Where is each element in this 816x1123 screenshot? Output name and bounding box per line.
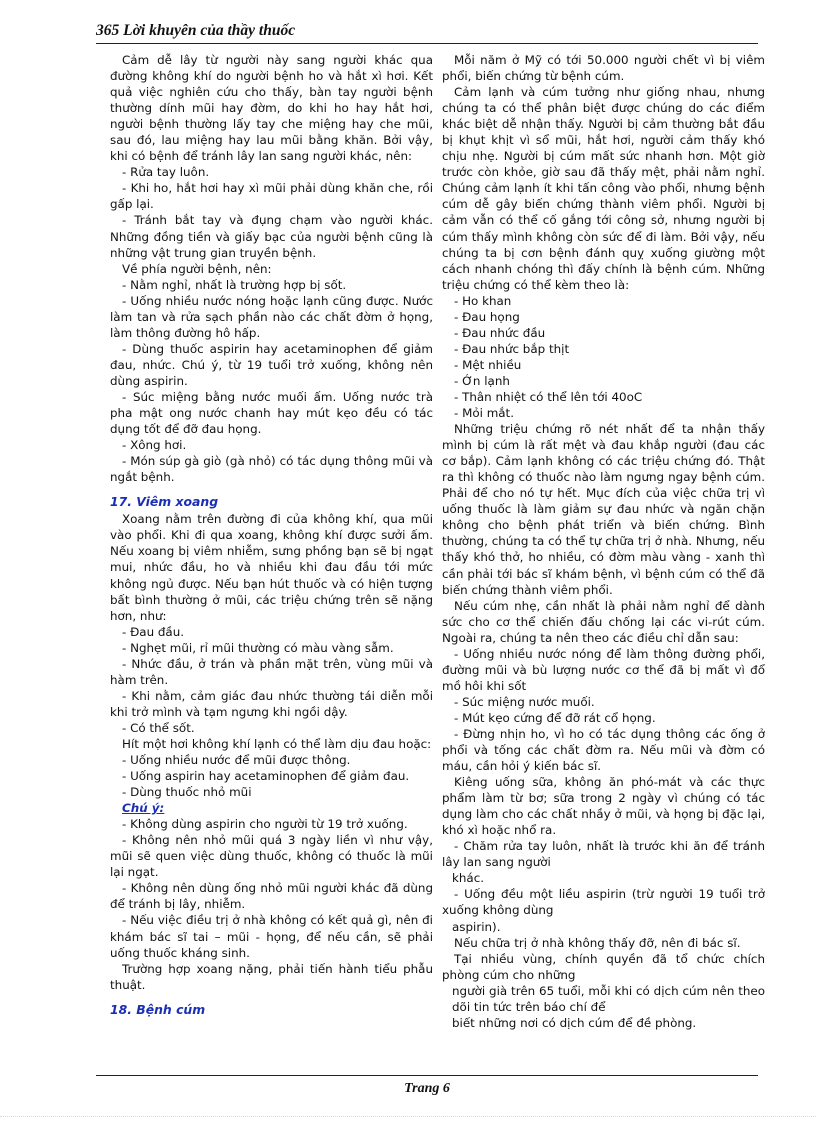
bullet-item: - Uống nhiều nước nóng hoặc lạnh cũng được. Nước làm tan và rửa sạch phần nào các chất đờm ở họng, làm thông đường hô hấp. (110, 293, 433, 340)
right-column (442, 52, 765, 1031)
bullet-item: - Không nên dùng ống nhỏ mũi người khác đã dùng để tránh bị lây, nhiễm. (110, 881, 433, 912)
bullet-item: - Tránh bắt tay và đụng chạm vào người khác. Những đồng tiền và giấy bạc của người bệnh cũng là những vật trung gian truyền bệnh. (110, 213, 433, 260)
bullet-item: - Mỏi mắt. (454, 406, 514, 421)
bullet-item: - Chăm rửa tay luôn, nhất là trước khi ăn để tránh lây lan sang người (442, 839, 765, 870)
bullet-item: - Đau nhức đầu (454, 325, 546, 340)
bullet-item: - Ho khan (454, 293, 512, 308)
bullet-item: - Mút kẹo cứng để đỡ rát cổ họng. (454, 710, 656, 725)
bullet-item: - Nằm nghỉ, nhất là trường hợp bị sốt. (122, 277, 347, 292)
bullet-item: - Dùng thuốc nhỏ mũi (122, 785, 252, 800)
paragraph: Kiêng uống sữa, không ăn phó-mát và các thực phẩm làm từ bơ; sữa trong 2 ngày vì chúng có tác dụng làm cho các chất nhầy ở mũi, và họng bị đặc lại, khó xì hoặc nhổ ra. (442, 775, 765, 838)
paragraph: Tại nhiều vùng, chính quyền đã tổ chức chích phòng cúm cho những (442, 951, 765, 982)
bullet-item: - Xông hơi. (122, 438, 187, 453)
document-title: 365 Lời khuyên của thầy thuốc (96, 22, 296, 39)
page-edge (0, 1116, 816, 1117)
paragraph: Nếu cúm nhẹ, cần nhất là phải nằm nghỉ để dành sức cho cơ thể chiến đấu chống lại các vi-rút cúm. Ngoài ra, chúng ta nên theo các điều chỉ dẫn sau: (442, 598, 765, 645)
page-header (96, 22, 758, 44)
bullet-item: - Nhức đầu, ở trán và phần mặt trên, vùng mũi và hàm trên. (110, 656, 433, 687)
bullet-item: - Ớn lạnh (454, 373, 510, 388)
bullet-item: - Uống nhiều nước nóng để làm thông đường phổi, đường mũi và bù lượng nước cơ thể đã bị mất vì đổ mồ hôi khi sốt (442, 646, 765, 693)
bullet-item: - Dùng thuốc aspirin hay acetaminophen để giảm đau, nhức. Chú ý, từ 19 tuổi trở xuống, không nên dùng aspirin. (110, 341, 433, 388)
paragraph: Hít một hơi không khí lạnh có thể làm dịu đau hoặc: (122, 736, 432, 751)
bullet-item: - Đau họng (454, 309, 520, 324)
bullet-item: - Uống nhiều nước để mũi được thông. (122, 753, 351, 768)
bullet-item: - Thân nhiệt có thể lên tới 40oC (454, 389, 643, 404)
bullet-item: - Đừng nhịn ho, vì ho có tác dụng thông các ống ở phổi và tống các chất đờm ra. Nếu mũi và đờm có máu, cần hỏi ý kiến bác sĩ. (442, 726, 765, 774)
paragraph-continuation: khác. (452, 871, 485, 886)
bullet-item: - Nghẹt mũi, rỉ mũi thường có màu vàng sẫm. (122, 640, 394, 655)
page-number: Trang 6 (404, 1081, 450, 1096)
bullet-item: - Nếu việc điều trị ở nhà không có kết quả gì, nên đi khám bác sĩ tai – mũi - họng, để nếu cần, sẽ phải uống thuốc kháng sinh. (110, 913, 433, 960)
paragraph: Trường hợp xoang nặng, phải tiến hành tiểu phẫu thuật. (110, 961, 433, 992)
bullet-item: - Rửa tay luôn. (122, 165, 210, 180)
bullet-item: - Súc miệng bằng nước muối ấm. Uống nước trà pha mật ong nước chanh hay mút kẹo đều có tác dụng tốt để đỡ đau họng. (110, 389, 433, 437)
paragraph: Nếu chữa trị ở nhà không thấy đỡ, nên đi bác sĩ. (454, 935, 741, 950)
bullet-item: - Có thể sốt. (122, 720, 195, 735)
section-heading: 17. Viêm xoang (110, 494, 219, 510)
paragraph: Xoang nằm trên đường đi của không khí, qua mũi vào phổi. Khi đi qua xoang, không khí được sưởi ấm. Nếu xoang bị viêm nhiễm, sưng phồng bạn sẽ bị ngạt mui, nhức đầu, ho và nhiều khi đau đầu tới mức không ngủ được. Nếu bạn hút thuốc và có hiện tượng bất bình thường ở mũi, các triệu chứng trên sẽ nặng hơn, như: (110, 512, 433, 623)
bullet-item: - Súc miệng nước muối. (454, 694, 595, 709)
bullet-item: - Món súp gà giò (gà nhỏ) có tác dụng thông mũi và ngắt bệnh. (110, 454, 433, 485)
paragraph: Về phía người bệnh, nên: (122, 261, 272, 276)
bullet-item: - Khi ho, hắt hơi hay xì mũi phải dùng khăn che, rồi gấp lại. (110, 181, 433, 212)
bullet-item: - Không dùng aspirin cho người từ 19 trở xuống. (122, 817, 408, 832)
section-heading: 18. Bệnh cúm (110, 1001, 206, 1017)
bullet-item: - Uống aspirin hay acetaminophen để giảm đau. (122, 769, 410, 784)
bullet-item: - Đau nhức bắp thịt (454, 341, 570, 356)
bullet-item: - Mệt nhiều (454, 357, 522, 372)
paragraph-continuation: aspirin). (452, 919, 501, 934)
page-footer (96, 1075, 758, 1097)
bullet-item: - Đau đầu. (122, 624, 185, 639)
bullet-item: - Uống đều một liều aspirin (trừ người 19 tuổi trở xuống không dùng (442, 887, 765, 918)
bullet-item: - Không nên nhỏ mũi quá 3 ngày liền vì như vậy, mũi sẽ quen việc dùng thuốc, không có thuốc là mũi lại ngạt. (110, 833, 433, 880)
left-column (110, 52, 433, 1019)
paragraph-continuation: người già trên 65 tuổi, mỗi khi có dịch cúm nên theo dõi tin tức trên báo chí để (452, 983, 765, 1014)
note-label: Chú ý: (122, 801, 165, 816)
paragraph: Cảm lạnh và cúm tưởng như giống nhau, nhưng chúng ta có thể phân biệt được chúng do các điểm khác biệt dễ nhận thấy. Người bị cảm thường bắt đầu bị khụt khịt vì sổ mũi, hắt hơi, người cảm thấy khó chịu nhẹ. Người bị cúm mất sức nhanh hơn. Một giờ trước còn khỏe, giờ sau đã thấy mệt, phải nằm nghỉ. Chúng cảm lạnh ít khi tấn công vào phổi, nhưng bệnh cúm dễ gây biến chứng thành viêm phổi. Người bị cảm vẫn có thể cố gắng tới công sở, nhưng người bị cúm thấy mình không còn sức để đi làm. Bởi vậy, nếu chúng ta bị cơn bệnh đánh quỵ xuống giường một cách nhanh chóng thì đấy chính là bệnh cúm. Những triệu chứng có thể kèm theo là: (442, 85, 765, 292)
paragraph: Những triệu chứng rõ nét nhất để ta nhận thấy mình bị cúm là rất mệt và đau khắp người (đau các cơ bắp). Cảm lạnh không có các triệu chứng đó. Thật ra thì không có thuốc nào làm ngưng ngay bệnh cúm. Phải để cho nó tự hết. Mục đích của việc chữa trị vì uống thuốc là làm giảm sự đau nhức và ngăn chặn không cho bệnh phát triển và biến chứng. Bình thường, chúng ta có thể tự chữa trị ở nhà. Nhưng, nếu thấy khó thở, ho nhiều, có đờm màu vàng - xanh thì cần phải tới bác sĩ khám bệnh, vì bệnh cúm có thể đã biến chứng thành viêm phổi. (442, 422, 765, 597)
paragraph: Mỗi năm ở Mỹ có tới 50.000 người chết vì bị viêm phổi, biến chứng từ bệnh cúm. (442, 53, 765, 84)
paragraph: Cảm dễ lây từ người này sang người khác qua đường không khí do người bệnh ho và hắt xì hơi. Kết quả việc nghiên cứu cho thấy, bàn tay người bệnh thường dính mũi hay đờm, do khi ho hay hắt hơi, người bệnh thường lấy tay che miệng hay che mũi, sau đó, lau miệng hay lau mũi bằng khăn. Bởi vậy, khi có bệnh để tránh lây lan sang người khác, nên: (110, 53, 433, 164)
paragraph-continuation: biết những nơi có dịch cúm để đề phòng. (452, 1015, 697, 1030)
bullet-item: - Khi nằm, cảm giác đau nhức thường tái diễn mỗi khi trở mình và tạm ngưng khi ngồi dậy. (110, 688, 433, 719)
